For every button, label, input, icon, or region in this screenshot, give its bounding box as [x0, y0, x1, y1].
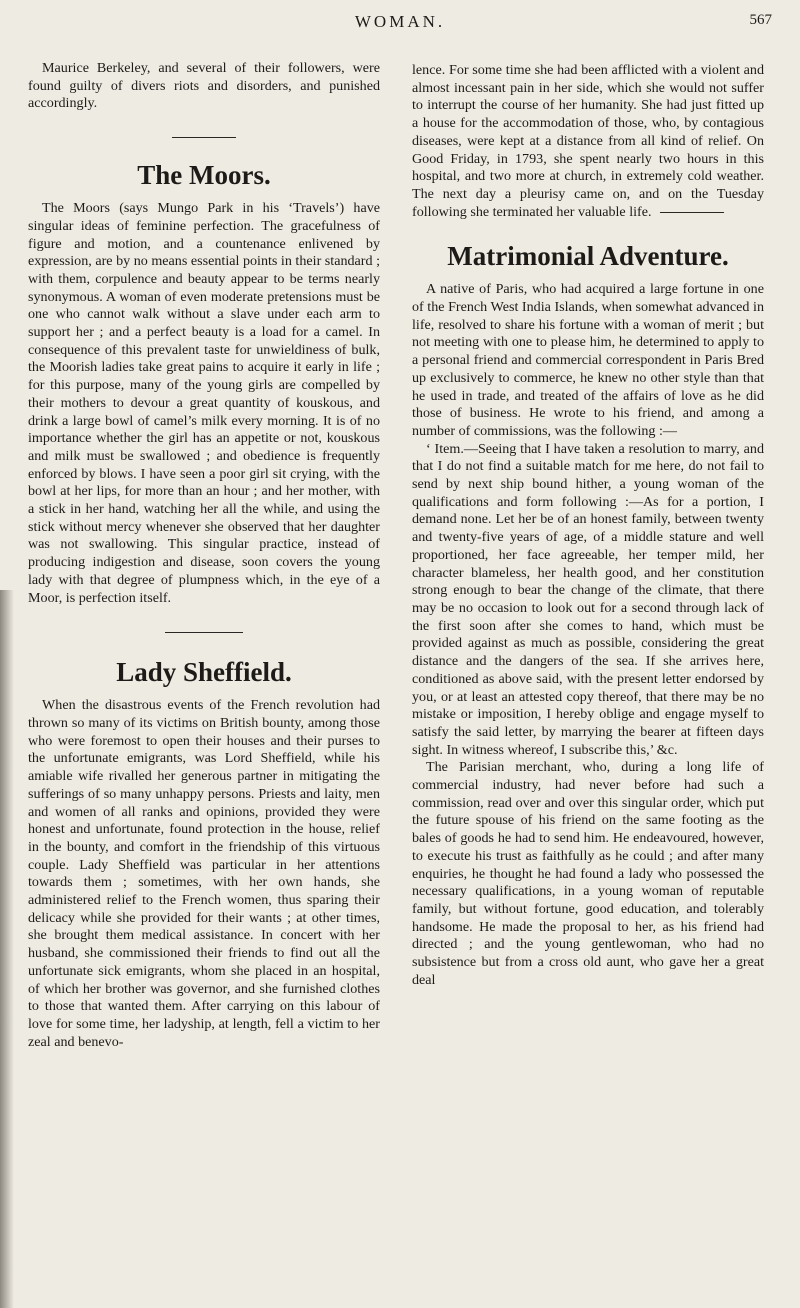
section-divider — [165, 632, 243, 633]
sheffield-continuation: lence. For some time she had been afflicted with a violent and almost incessant pain in her side, which she would not suffer to interrupt the course of her humanity. She had just fitted up a house for the accommodation of those, who, by contagious diseases, were kept at a distance from all kind of relief. On Good Friday, in 1793, she spent nearly two hours in this hospital, and two more at church, in extremely cold weather. The next day a pleurisy came on, and on the Tuesday following she terminated her valuable life. — [412, 62, 764, 220]
sheffield-paragraph: When the disastrous events of the French revolution had thrown so many of its victims on British bounty, among those who were foremost to open their houses and their purses to the unfortunate emigrants, was Lord Sheffield, while his amiable wife rivalled her generous partner in mitigating the sufferings of so many unhappy persons. Priests and laity, men and women of all ranks and opinions, provided they were honest and unfortunate, found protection in the house, relief in the bounty, and comfort in the friendship of this virtuous couple. Lady Sheffield was particular in her attentions towards them ; sometimes, with her own hands, she administered relief to the French women, thus sparing their delicacy while she provided for their wants ; at other times, she brought them medical assistance. In concert with her husband, she commissioned their friends to find out all the unfortunate sick emigrants, whom she placed in an hospital, of which her brother was governor, and she furnished clothes to those that wanted them. After carrying on this labour of love for some time, her ladyship, at length, fell a victim to her zeal and benevo- — [28, 697, 380, 1050]
moors-heading: The Moors. — [137, 160, 271, 191]
binding-shadow — [0, 590, 14, 1308]
section-divider — [660, 212, 724, 213]
left-column — [28, 60, 380, 1051]
matrimonial-heading: Matrimonial Adventure. — [447, 241, 729, 272]
moors-paragraph: The Moors (says Mungo Park in his ‘Travels’) have singular ideas of feminine perfection. The gracefulness of figure and motion, and a countenance enlivened by expression, are by no means essential points in their standard ; with them, corpulence and beauty appear to be terms nearly synonymous. A woman of even moderate pretensions must be one who cannot walk without a slave under each arm to support her ; and a perfect beauty is a load for a camel. In consequence of this prevalent taste for unwieldiness of bulk, the Moorish ladies take great pains to acquire it early in life ; for this purpose, many of the young girls are compelled by their mothers to devour a great quantity of kouskous, and drink a large bowl of camel’s milk every morning. It is of no importance whether the girl has an appetite or not, kouskous and milk must be swallowed ; and obedience is frequently enforced by blows. I have seen a poor girl sit crying, with the bowl at her lips, for more than an hour ; and her mother, with a stick in her hand, watching her all the while, and using the stick without mercy whenever she observed that her daughter was not swallowing. This singular practice, instead of producing indigestion and disease, soon covers the young lady with that degree of plumpness which, in the eye of a Moor, is perfection itself. — [28, 200, 380, 606]
right-column — [412, 62, 764, 989]
running-head — [0, 8, 800, 38]
page-number: 567 — [749, 12, 772, 28]
matrimonial-paragraph-2: ‘ Item.—Seeing that I have taken a resolution to marry, and that I do not find a suitable match for me here, do not fail to send by next ship bound hither, a young woman of the qualifications and form following :—As for a portion, I demand none. Let her be of an honest family, between twenty and twenty-five years of age, of a middle stature and well proportioned, her face agreeable, her temper mild, her character blameless, her health good, and her constitution strong enough to bear the change of the climate, that there may be no occasion to look out for a second through lack of the first soon after she comes to hand, which must be provided against as much as possible, considering the great distance and the dangers of the sea. If she arrives here, conditioned as above said, with the present letter endorsed by you, or at least an attested copy thereof, that there may be no mistake or imposition, I hereby oblige and engage myself to satisfy the said letter, by marrying the bearer at fifteen days sight. In witness whereof, I subscribe this,’ &c. — [412, 440, 764, 758]
matrimonial-paragraph-1: A native of Paris, who had acquired a large fortune in one of the French West India Islands, when somewhat advanced in life, resolved to share his fortune with a woman of merit ; but not meeting with one to please him, he determined to apply to a personal friend and commercial correspondent in Paris Bred up exclusively to commerce, he knew no other style than that he used in trade, and treated of the affairs of love as he did those of business. He wrote to his friend, and among a number of commissions, was the following :— — [412, 281, 764, 439]
section-divider — [172, 137, 236, 138]
matrimonial-paragraph-3: The Parisian merchant, who, during a long life of commercial industry, had never before had such a commission, read over and over this singular order, which put the future spouse of his friend on the same footing as the bales of goods he had to send him. He endeavoured, however, to execute his trust as faithfully as he could ; and after many enquiries, he thought he had found a lady who possessed the necessary qualifications, in a young woman of reputable family, but without fortune, good education, and tolerably handsome. He made the proposal to her, as his friend had directed ; and the young gentlewoman, who had no subsistence but from a cross old aunt, who gave her a great deal — [412, 759, 764, 988]
intro-paragraph: Maurice Berkeley, and several of their followers, were found guilty of divers riots and disorders, and punished accordingly. — [28, 60, 380, 112]
sheffield-heading: Lady Sheffield. — [116, 657, 292, 688]
running-title: WOMAN. — [354, 12, 446, 31]
